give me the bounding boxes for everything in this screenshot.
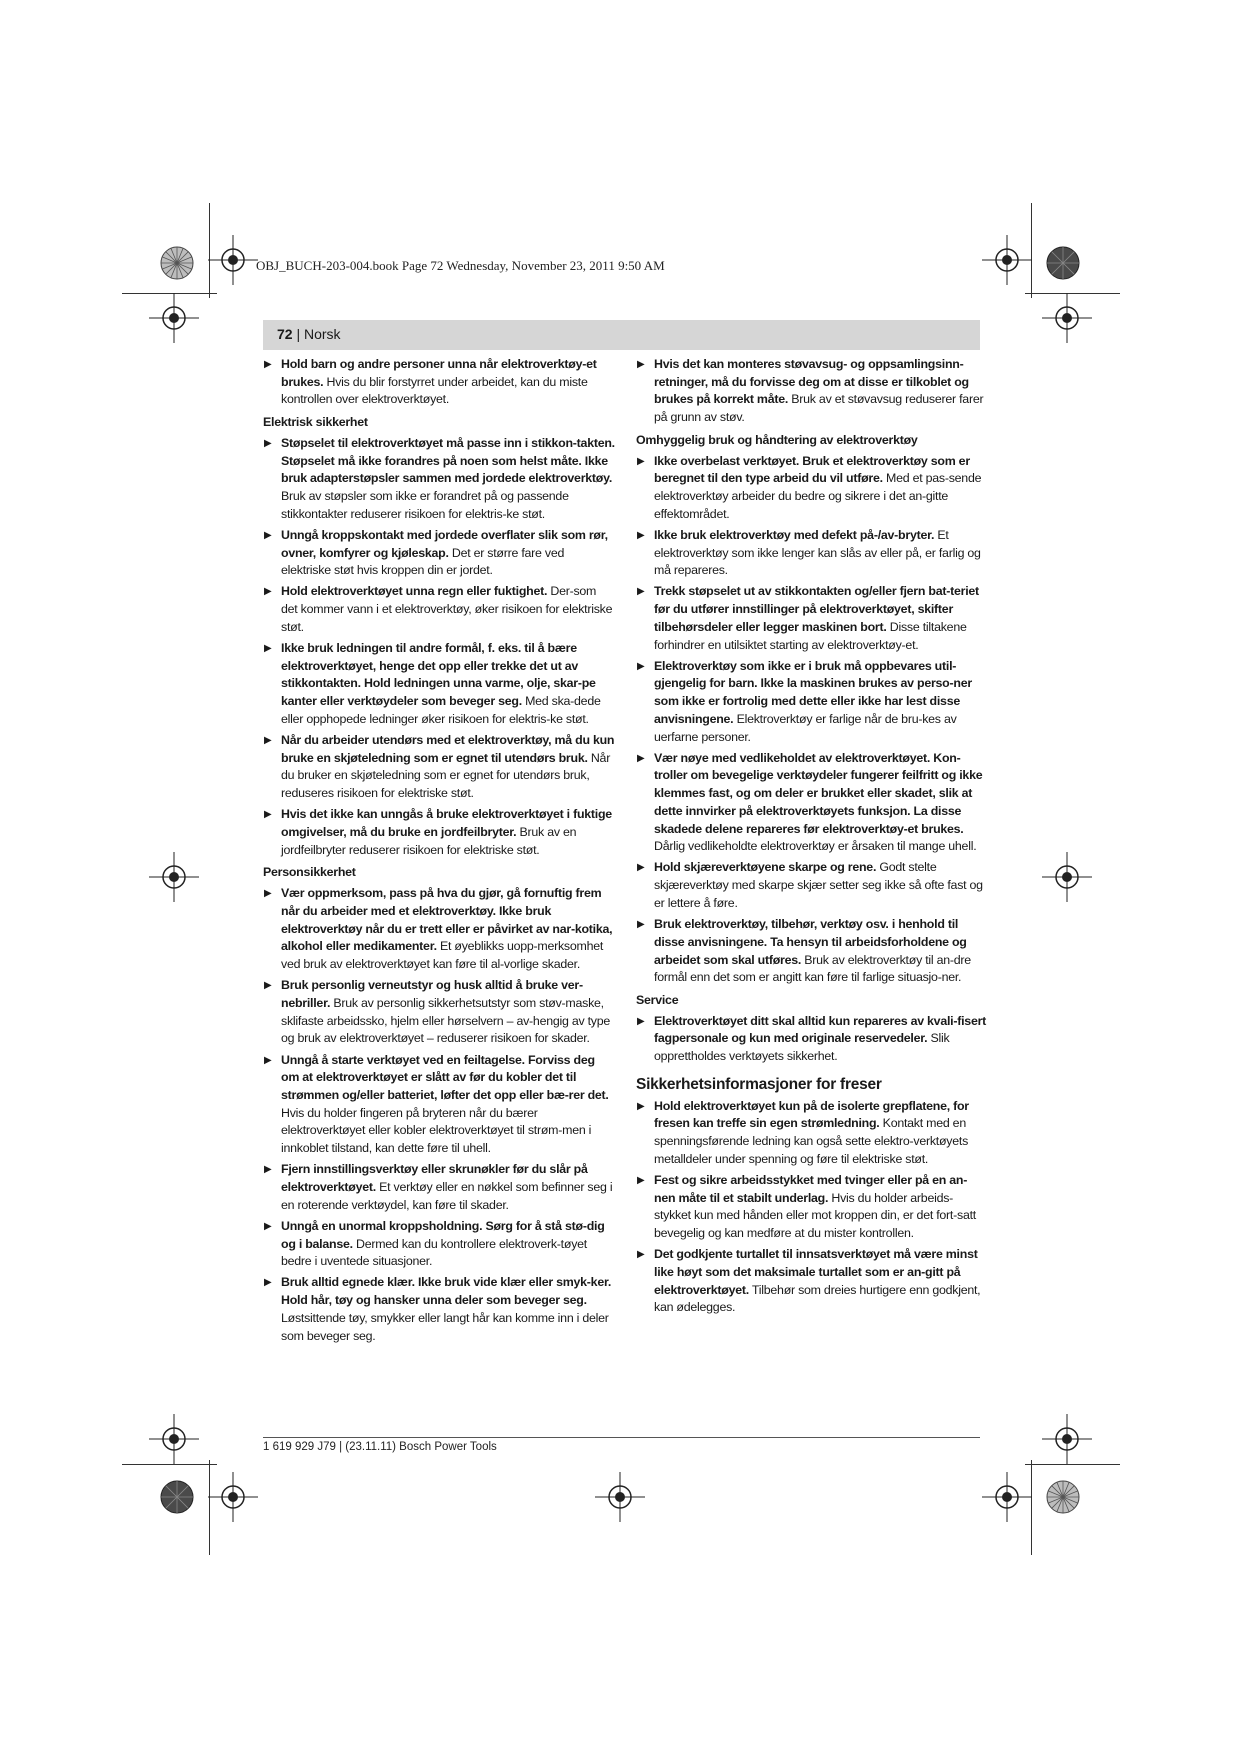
bullet-bold-text: Elektroverktøy som ikke er i bruk må oppbevares util-gjengelig for barn. Ikke la maskinen brukes av perso-ner som ikke er fortrolig med dette eller ikke har lest disse anvisningene. [654,658,972,726]
bullet-triangle-icon: ▶ [637,1175,645,1187]
bullet-item [636,527,988,580]
bullet-bold-text: Vær nøye med vedlikeholdet av elektroverktøyet. Kon-troller om bevegelige verktøydeler fungerer feilfritt og ikke klemmes fast, og om deler er brukket eller skadet, slik at dette innvirker på elektroverktøyets funksjon. La disse skadede delene repareres før elektroverktøy-et brukes. [654,750,983,836]
bullet-text: Hvis du holder fingeren på bryteren når du bærer elektroverktøyet eller kobler elektroverktøyet til strøm-men i innkoblet tilstand, kan dette føre til uhell. [281,1105,592,1156]
bullet-item [263,356,615,409]
bullet-bold-text: Vær oppmerksom, pass på hva du gjør, gå fornuftig frem når du arbeider med et elektroverktøy. Ikke bruk elektroverktøy når du er trett eller er påvirket av nar-kotika, alkohol eller medikamenter. [281,886,613,954]
bullet-text: Et øyeblikks uopp-merksomhet ved bruk av elektroverktøyet kan føre til al-vorlige skader. [281,939,604,971]
bullet-triangle-icon: ▶ [264,1164,272,1176]
bullet-text: Når du bruker en skjøteledning som er egnet for utendørs bruk, reduseres risikoen for elektriske støt. [281,750,611,801]
bullet-item [636,1172,988,1243]
registration-mark-icon [1042,852,1092,902]
bullet-item [636,658,988,747]
header-label [277,326,341,342]
bullet-text: Et verktøy eller en nøkkel som befinner seg i en roterende verktøydel, kan føre til skader. [281,1179,613,1212]
bullet-bold-text: Bruk alltid egnede klær. Ikke bruk vide klær eller smyk-ker. Hold hår, tøy og hansker unna deler som beveger seg. [281,1275,612,1308]
bullet-triangle-icon: ▶ [264,529,272,541]
bullet-item [636,453,988,524]
bullet-triangle-icon: ▶ [264,643,272,655]
bullet-text: Et elektroverktøy som ikke lenger kan slås av eller på, er farlig og må repareres. [654,527,981,578]
bullet-bold-text: Fjern innstillingsverktøy eller skrunøkler før du slår på elektroverktøyet. [281,1162,588,1194]
color-wheel-icon [160,1480,194,1514]
bullet-triangle-icon: ▶ [264,437,272,449]
bullet-triangle-icon: ▶ [637,586,645,598]
bullet-text: Bruk av personlig sikkerhetsutstyr som støv-maske, sklifaste arbeidssko, hjelm eller hørselvern – av-hengig av type og bruk av elektroverktøyet – reduserer risikoen for skader. [281,995,611,1046]
bullet-bold-text: Støpselet til elektroverktøyet må passe inn i stikkon-takten. Støpselet må ikke forandres på noen som helst måte. Ikke bruk adapterstøpsler sammen med jordede elektroverktøy. [281,435,615,486]
color-wheel-icon [1046,1480,1080,1514]
bullet-bold-text: Unngå en unormal kroppsholdning. Sørg for å stå stø-dig og i balanse. [281,1218,605,1251]
bullet-triangle-icon: ▶ [264,1220,272,1232]
section-heading: Sikkerhetsinformasjoner for freser [636,1075,882,1093]
registration-mark-icon [982,235,1032,285]
color-wheel-icon [1046,246,1080,280]
bullet-text: Godt stelte skjæreverktøy med skarpe skjær setter seg ikke så ofte fast og er lettere å føre. [654,860,983,910]
bullet-item [263,1218,615,1271]
bullet-bold-text: Ikke bruk ledningen til andre formål, f. eks. til å bære elektroverktøyet, henge det opp eller trekke det ut av stikkontakten. Hold ledningen unna varme, olje, skar-pe kanter eller verktøydeler som beveger seg. [281,641,596,709]
trim-line [1025,1464,1120,1465]
bullet-triangle-icon: ▶ [264,1054,272,1066]
bullet-bold-text: Hold elektroverktøyet kun på de isolerte grepflatene, for fresen kan treffe sin egen strømledning. [654,1098,969,1131]
registration-mark-icon [982,1472,1032,1522]
bullet-triangle-icon: ▶ [637,1100,645,1112]
print-info: OBJ_BUCH-203-004.book Page 72 Wednesday, November 23, 2011 9:50 AM [256,258,665,273]
subsection-heading: Omhyggelig bruk og håndtering av elektroverktøy [636,432,918,447]
bullet-triangle-icon: ▶ [264,1277,272,1289]
bullet-item [263,1161,615,1214]
bullet-text: Kontakt med en spenningsførende ledning kan også sette elektro-verktøyets metalldeler under spenning og føre til elektriske støt. [654,1116,969,1166]
bullet-bold-text: Hvis det ikke kan unngås å bruke elektroverktøyet i fuktige omgivelser, må du bruke en jordfeilbryter. [281,807,612,840]
registration-mark-icon [149,1414,199,1464]
bullet-text: Dårlig vedlikeholdte elektroverktøy er årsaken til mange uhell. [654,839,977,854]
bullet-item [636,1013,988,1066]
bullet-triangle-icon: ▶ [637,862,645,874]
bullet-triangle-icon: ▶ [637,660,645,672]
bullet-item [263,885,615,974]
trim-line [122,1464,217,1465]
registration-mark-icon [1042,1414,1092,1464]
bullet-triangle-icon: ▶ [264,359,272,370]
color-wheel-icon [160,246,194,280]
bullet-text: Bruk av et støvavsug reduserer farer på grunn av støv. [654,392,984,425]
bullet-bold-text: Elektroverktøyet ditt skal alltid kun repareres av kvali-fisert fagpersonale og kun med originale reservedeler. [654,1013,987,1046]
bullet-text: Der-som det kommer vann i et elektroverktøy, øker risikoen for elektriske støt. [281,584,613,634]
bullet-text: Med et pas-sende elektroverktøy arbeider du bedre og sikrere i det an-gitte effektområdet. [654,471,982,521]
page-footer: 1 619 929 J79 | (23.11.11) Bosch Power Tools [263,1441,497,1453]
bullet-triangle-icon: ▶ [637,752,645,764]
bullet-text: Hvis du blir forstyrret under arbeidet, kan du miste kontrollen over elektroverktøyet. [281,374,588,407]
bullet-triangle-icon: ▶ [637,919,645,931]
bullet-triangle-icon: ▶ [264,586,272,598]
bullet-text: Dermed kan du kontrollere elektroverk-tøyet bedre i uventede situasjoner. [281,1236,587,1269]
bullet-item [636,356,988,427]
bullet-triangle-icon: ▶ [637,359,645,370]
bullet-text: Bruk av elektroverktøy til an-dre formål enn det som er angitt kan føre til farlige situasjo-ner. [654,952,971,985]
bullet-bold-text: Hold elektroverktøyet unna regn eller fuktighet. [281,584,548,599]
bullet-text: Bruk av støpsler som ikke er forandret på og passende stikkontakter reduserer risikoen for elektris-ke støt. [281,488,569,521]
bullet-triangle-icon: ▶ [264,980,272,992]
bullet-item [263,1052,615,1158]
bullet-triangle-icon: ▶ [264,888,272,900]
registration-mark-icon [595,1472,645,1522]
bullet-triangle-icon: ▶ [637,455,645,467]
bullet-item [636,583,988,654]
bullet-triangle-icon: ▶ [637,529,645,541]
footer-rule [263,1437,980,1438]
bullet-item [263,435,615,524]
bullet-item [263,732,615,803]
bullet-bold-text: Bruk elektroverktøy, tilbehør, verktøy osv. i henhold til disse anvisningene. Ta hensyn til arbeidsforholdene og arbeidet som skal utføres. [654,917,967,967]
subsection-heading: Personsikkerhet [263,865,356,880]
bullet-item [636,916,988,987]
bullet-item [636,859,988,912]
bullet-text: Med ska-dede eller opphopede ledninger øker risikoen for elektris-ke støt. [281,694,601,726]
bullet-bold-text: Ikke bruk elektroverktøy med defekt på-/av-bryter. [654,527,935,542]
bullet-triangle-icon: ▶ [637,1249,645,1261]
bullet-text: Bruk av en jordfeilbryter reduserer risikoen for elektriske støt. [281,825,577,857]
bullet-item [263,527,615,580]
bullet-bold-text: Når du arbeider utendørs med et elektroverktøy, må du kun bruke en skjøteledning som er egnet til utendørs bruk. [281,733,615,765]
header-language: Norsk [304,326,341,342]
bullet-bold-text: Trekk støpselet ut av stikkontakten og/eller fjern bat-teriet før du utfører innstillinger på elektroverktøyet, skifter tilbehørsdeler eller legger maskinen bort. [654,584,979,634]
right-column [636,356,988,1321]
bullet-triangle-icon: ▶ [637,1015,645,1027]
bullet-triangle-icon: ▶ [264,809,272,821]
bullet-bold-text: Bruk personlig verneutstyr og husk alltid å bruke ver-nebriller. [281,978,583,1010]
subsection-heading: Service [636,992,679,1007]
bullet-item [263,583,615,636]
registration-mark-icon [208,1472,258,1522]
bullet-item [636,1098,988,1169]
bullet-bold-text: Ikke overbelast verktøyet. Bruk et elektroverktøy som er beregnet til den type arbeid du vil utføre. [654,453,970,486]
bullet-bold-text: Det godkjente turtallet til innsatsverktøyet må være minst like høyt som det maksimale turtallet som er an-gitt på elektroverktøyet. [654,1247,978,1297]
page-number: 72 [277,326,293,342]
registration-mark-icon [149,852,199,902]
bullet-text: Det er større fare ved elektriske støt hvis kroppen din er jordet. [281,545,565,578]
header-separator: | [292,326,304,342]
bullet-text: Hvis du holder arbeids-stykket kun med hånden eller mot kroppen din, er det fort-satt bevegelig og kan medføre at du mister kontrollen. [654,1190,976,1241]
bullet-text: Elektroverktøy er farlige når de bru-kes av uerfarne personer. [654,711,957,744]
bullet-text: Slik opprettholdes verktøyets sikkerhet. [654,1031,950,1064]
bullet-bold-text: Fest og sikre arbeidsstykket med tvinger eller på en an-nen måte til et stabilt underlag. [654,1173,968,1205]
bullet-item [263,977,615,1048]
registration-mark-icon [149,293,199,343]
bullet-bold-text: Unngå kroppskontakt med jordede overflater slik som rør, ovner, komfyrer og kjøleskap. [281,527,608,560]
bullet-item [636,750,988,856]
subsection-heading: Elektrisk sikkerhet [263,415,368,430]
bullet-item [636,1246,988,1317]
registration-mark-icon [1042,293,1092,343]
bullet-bold-text: Hvis det kan monteres støvavsug- og oppsamlingsinn-retninger, må du forvisse deg om at disse er tilkoblet og brukes på korrekt måte. [654,357,969,407]
left-column [263,356,615,1349]
registration-mark-icon [208,235,258,285]
bullet-text: Disse tiltakene forhindrer en utilsiktet starting av elektroverktøy-et. [654,619,967,652]
bullet-item [263,806,615,859]
bullet-bold-text: Hold barn og andre personer unna når elektroverktøy-et brukes. [281,357,597,389]
bullet-item [263,1274,615,1345]
bullet-triangle-icon: ▶ [264,735,272,747]
bullet-text: Tilbehør som dreies hurtigere enn godkjent, kan ødelegges. [654,1282,981,1315]
bullet-bold-text: Hold skjæreverktøyene skarpe og rene. [654,860,877,875]
page-header [263,320,980,350]
bullet-bold-text: Unngå å starte verktøyet ved en feiltagelse. Forviss deg om at elektroverktøyet er slått av før du kobler det til strømmen og/eller batteriet, løfter det opp eller bæ-rer det. [281,1052,609,1102]
bullet-item [263,640,615,729]
bullet-text: Løstsittende tøy, smykker eller langt hår kan komme inn i deler som beveger seg. [281,1310,609,1343]
